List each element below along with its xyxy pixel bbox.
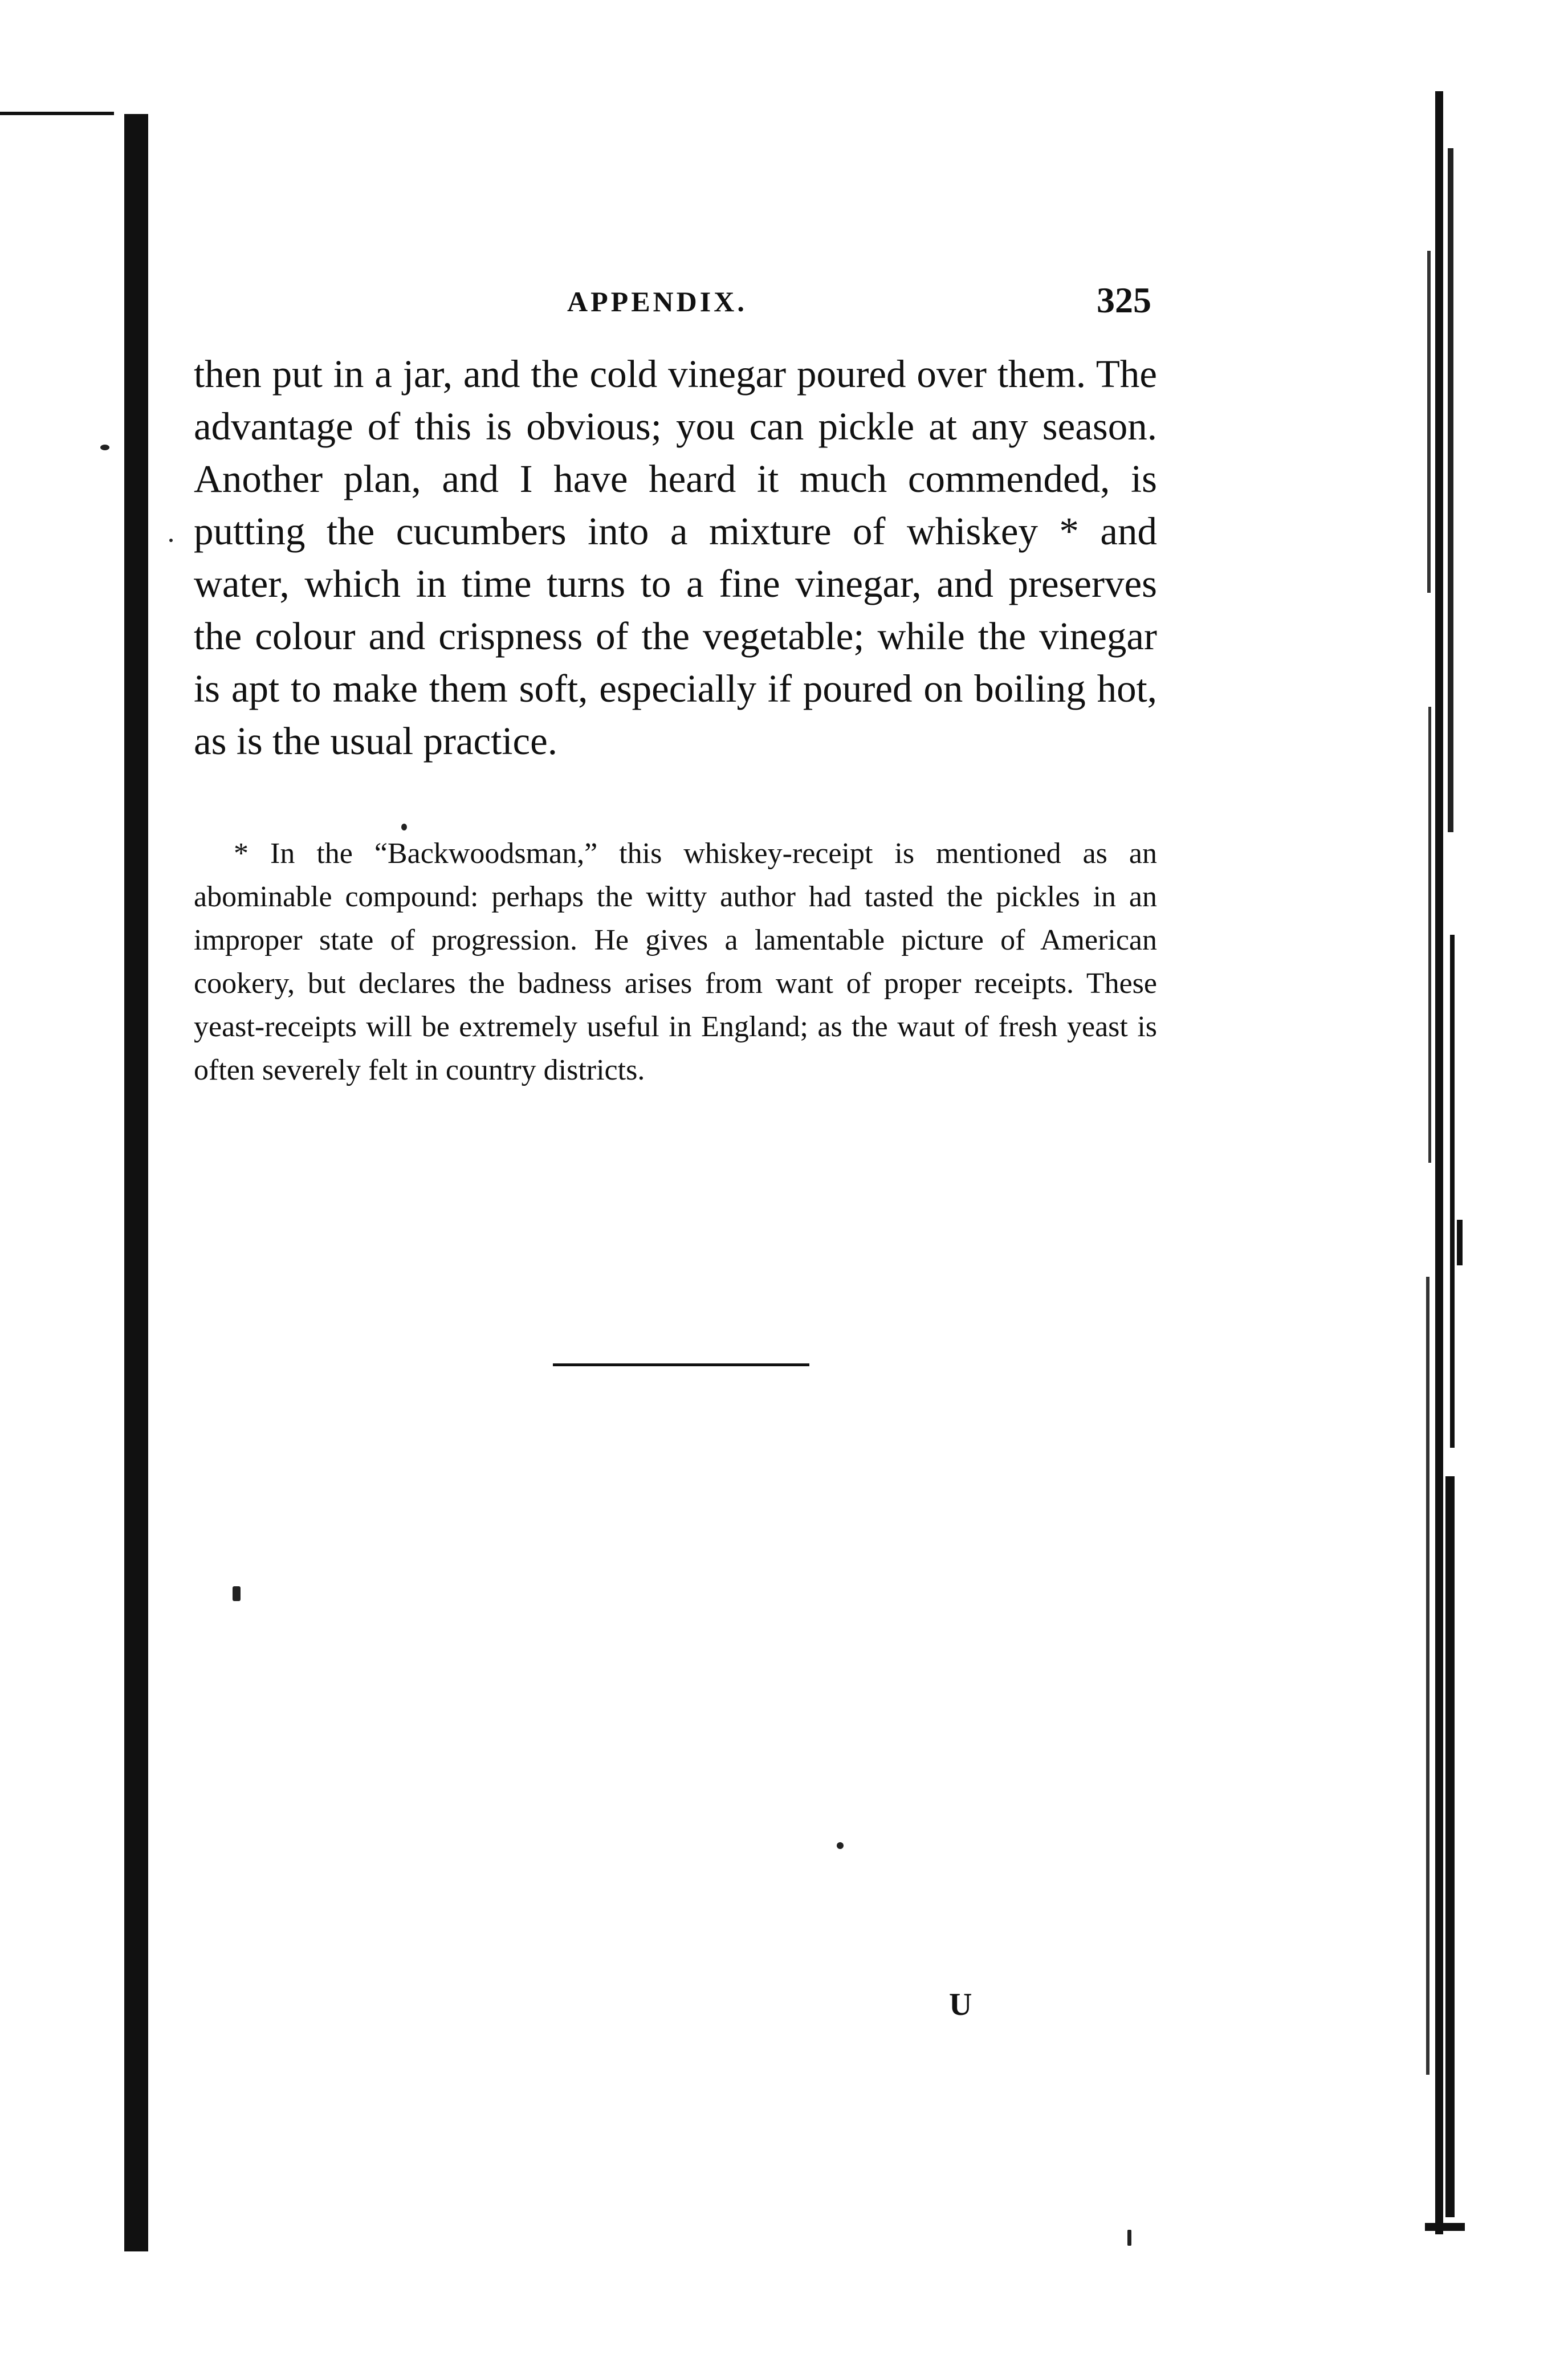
ink-speck — [169, 539, 173, 542]
ink-speck — [100, 445, 109, 450]
footnote: * In the “Backwoodsman,” this whiskey-receipt is mentioned as an abominable compound: perhaps the witty author had tasted the pickles in an improper state of progression. He gives a lamentable picture of American cookery, but declares the badness arises from want of proper receipts. These yeast-receipts will be extremely useful in England; as the waut of fresh yeast is often severely felt in country districts. — [194, 837, 1157, 1086]
section-separator-rule — [553, 1363, 809, 1366]
page-number: 325 — [1097, 280, 1151, 320]
binding-edge-shadow — [124, 114, 148, 2251]
running-head: APPENDIX. — [567, 286, 747, 317]
page-header — [194, 279, 1151, 325]
page-edge-shadow — [1425, 80, 1471, 2246]
ink-speck — [1127, 2230, 1131, 2246]
body-paragraph: then put in a jar, and the cold vinegar poured over them. The advantage of this is obvious; you can pickle at any season. Another plan, and I have heard it much commended, is putting the cucumbers into a mixture of whiskey * and water, which in time turns to a fine vinegar, and preserves the colour and crispness of the vegetable; while the vinegar is apt to make them soft, especially if poured on boiling hot, as is the usual practice. — [194, 352, 1157, 763]
ink-speck — [401, 824, 407, 830]
ink-speck — [837, 1842, 844, 1849]
signature-mark: U — [949, 1987, 972, 2022]
ink-speck — [233, 1586, 241, 1601]
top-rule-tick — [0, 112, 114, 115]
